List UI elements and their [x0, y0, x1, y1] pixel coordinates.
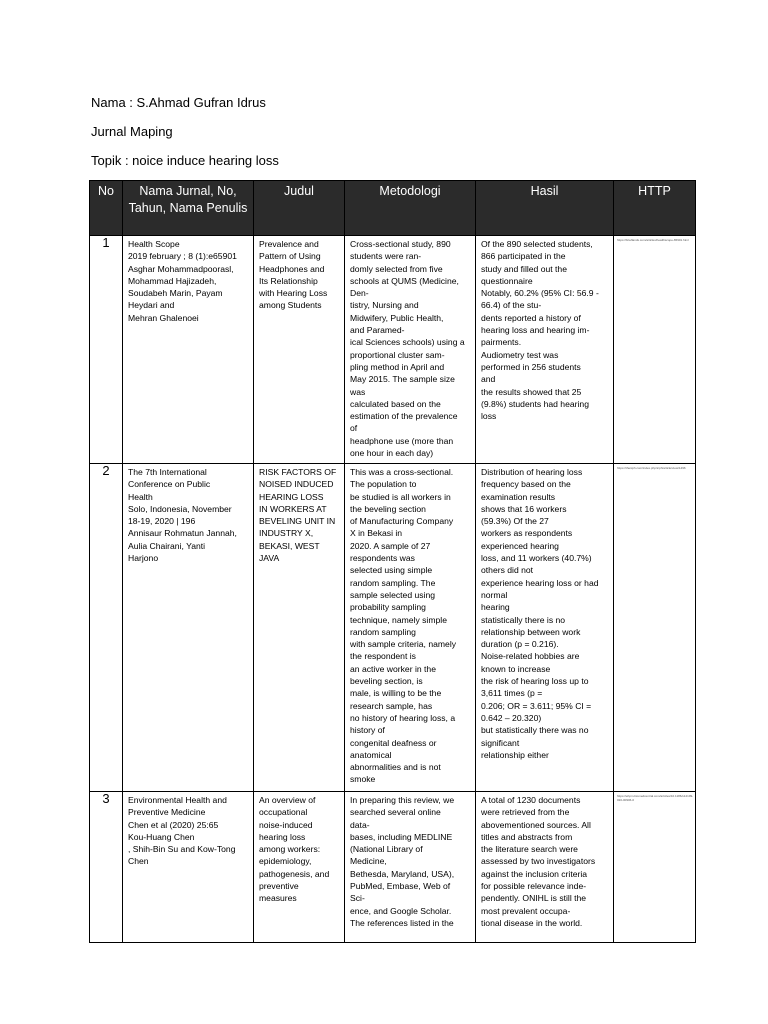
column-header-no: No [90, 181, 123, 236]
row-number: 1 [90, 236, 123, 464]
table-header-row [90, 181, 696, 236]
journal-info-cell: Health Scope 2019 february ; 8 (1):e65901 Asghar Mohammadpoorasl, Mohammad Hajizadeh, Soudabeh Marin, Payam Heydari and Mehran Ghalenoei [123, 236, 254, 464]
http-link[interactable]: https://theicph.com/index.php/icph/article/view/1496 [614, 464, 696, 792]
document-title: Jurnal Maping [91, 124, 173, 139]
column-header-judul: Judul [254, 181, 345, 236]
table-row [90, 792, 696, 943]
journal-mapping-table [89, 180, 696, 943]
column-header-metodologi: Metodologi [345, 181, 476, 236]
row-number: 2 [90, 464, 123, 792]
table-row [90, 236, 696, 464]
methodology-cell: Cross-sectional study, 890 students were ran- domly selected from five schools at QUMS (Medicine, Den- tistry, Nursing and Midwifery, Public Health, and Paramed- ical Sciences schools) using a proportional cluster sam- pling method in April and May 2015. The sample size was calculated based on the estimation of the prevalence of headphone use (more than one hour in each day) [345, 236, 476, 464]
http-link[interactable]: https://ehpm.biomedcentral.com/articles/10.1186/s12199-020-00906-0 [614, 792, 696, 943]
methodology-cell: In preparing this review, we searched several online data- bases, including MEDLINE (National Library of Medicine, Bethesda, Maryland, USA), PubMed, Embase, Web of Sci- ence, and Google Scholar. The references listed in the [345, 792, 476, 943]
title-cell: An overview of occupational noise-induced hearing loss among workers: epidemiology, pathogenesis, and preventive measures [254, 792, 345, 943]
student-name: Nama : S.Ahmad Gufran Idrus [91, 95, 266, 110]
title-cell: RISK FACTORS OF NOISED INDUCED HEARING LOSS IN WORKERS AT BEVELING UNIT IN INDUSTRY X, BEKASI, WEST JAVA [254, 464, 345, 792]
results-cell: Of the 890 selected students, 866 participated in the study and filled out the questionnaire Notably, 60.2% (95% CI: 56.9 - 66.4) of the stu- dents reported a history of hearing loss and hearing im- pairments. Audiometry test was performed in 256 students and the results showed that 25 (9.8%) students had hearing loss [476, 236, 614, 464]
methodology-cell: This was a cross-sectional. The population to be studied is all workers in the beveling section of Manufacturing Company X in Bekasi in 2020. A sample of 27 respondents was selected using simple random sampling. The sample selected using probability sampling technique, namely simple random sampling with sample criteria, namely the respondent is an active worker in the beveling section, is male, is willing to be the research sample, has no history of hearing loss, a history of congenital deafness or anatomical abnormalities and is not smoke [345, 464, 476, 792]
journal-info-cell: The 7th International Conference on Public Health Solo, Indonesia, November 18-19, 2020 | 196 Annisaur Rohmatun Jannah, Aulia Chairani, Yanti Harjono [123, 464, 254, 792]
results-cell: A total of 1230 documents were retrieved from the abovementioned sources. All titles and abstracts from the literature search were assessed by two investigators against the inclusion criteria for possible relevance inde- pendently. ONIHL is still the most prevalent occupa- tional disease in the world. [476, 792, 614, 943]
column-header-nama-jurnal: Nama Jurnal, No, Tahun, Nama Penulis [123, 181, 254, 236]
row-number: 3 [90, 792, 123, 943]
topic-line: Topik : noice induce hearing loss [91, 153, 279, 168]
http-link[interactable]: https://brieflands.com/articles/healthscope-65901.html [614, 236, 696, 464]
column-header-http: HTTP [614, 181, 696, 236]
column-header-hasil: Hasil [476, 181, 614, 236]
table-row [90, 464, 696, 792]
title-cell: Prevalence and Pattern of Using Headphones and Its Relationship with Hearing Loss among Students [254, 236, 345, 464]
results-cell: Distribution of hearing loss frequency based on the examination results shows that 16 workers (59.3%) Of the 27 workers as respondents experienced hearing loss, and 11 workers (40.7%) others did not experience hearing loss or had normal hearing statistically there is no relationship between work duration (p = 0.216). Noise-related hobbies are known to increase the risk of hearing loss up to 3,611 times (p = 0.206; OR = 3.611; 95% CI = 0.642 – 20.320) but statistically there was no significant relationship either [476, 464, 614, 792]
journal-info-cell: Environmental Health and Preventive Medicine Chen et al (2020) 25:65 Kou-Huang Chen , Shih-Bin Su and Kow-Tong Chen [123, 792, 254, 943]
